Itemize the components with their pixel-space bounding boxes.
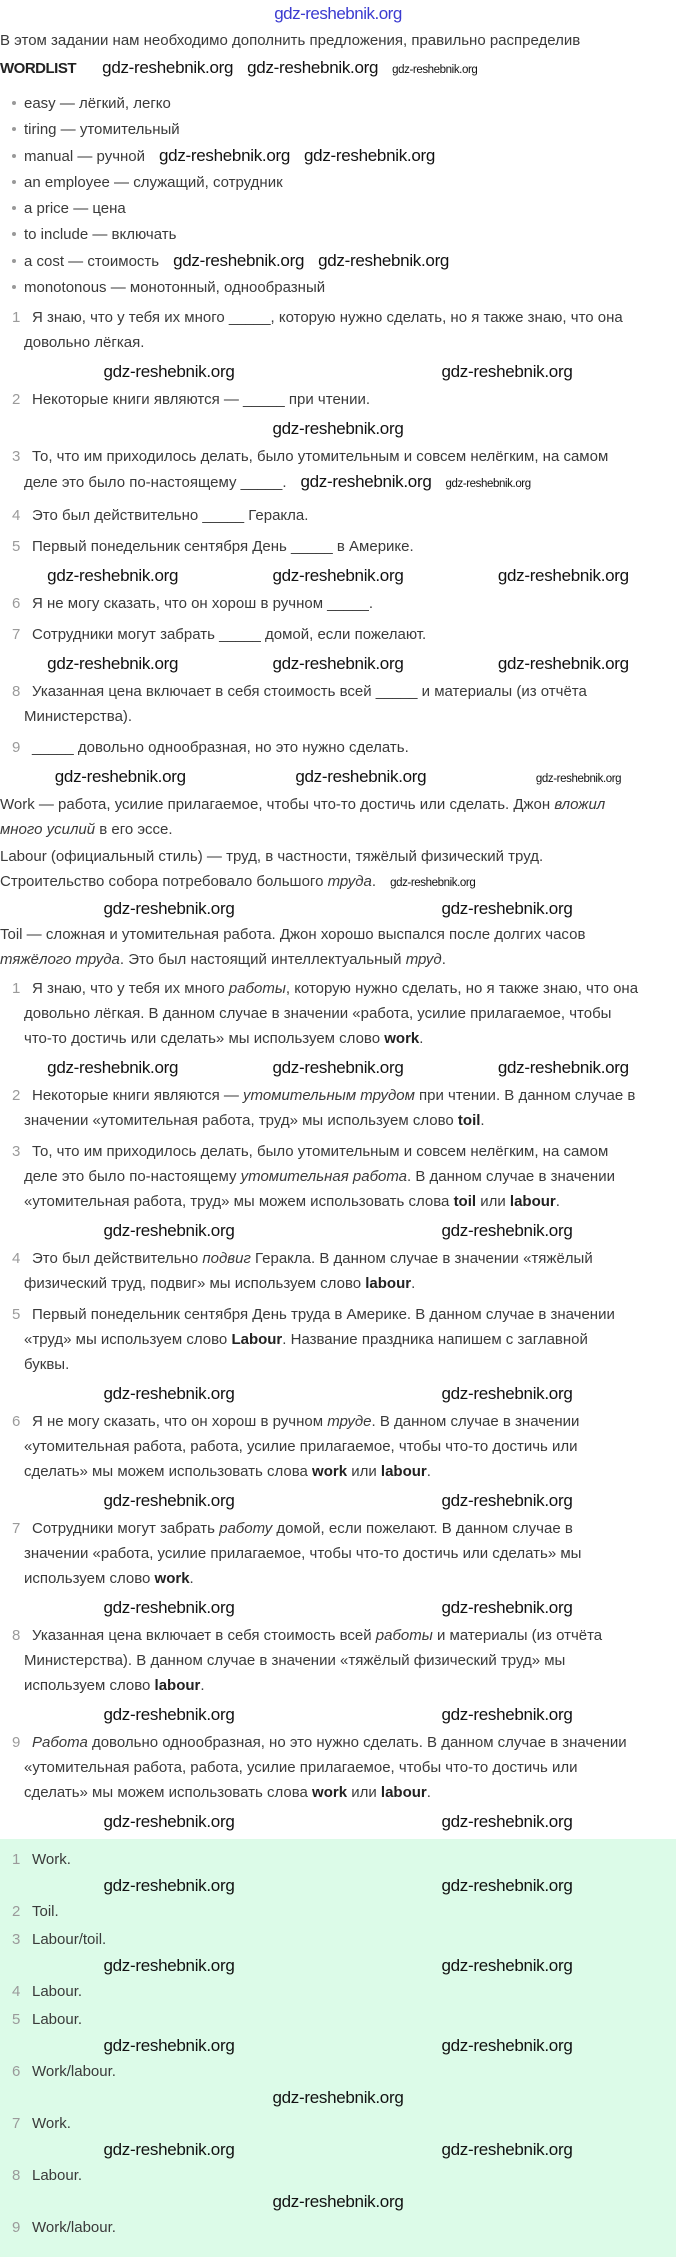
explanation-line: [12, 1541, 676, 1566]
watermark: gdz-reshebnik.org: [47, 654, 179, 673]
explanation-item: [0, 976, 676, 1051]
explanation-line: [12, 1327, 676, 1352]
explanation-line: [12, 1271, 676, 1296]
keyword: labour: [509, 1193, 556, 1210]
task-item: [0, 444, 676, 497]
bullet-icon: [12, 127, 16, 131]
wordlist-item: [10, 275, 676, 301]
text-segment: . В данном случае в значении: [407, 1168, 615, 1185]
explanation-line: [12, 1459, 676, 1484]
item-number: 1: [12, 309, 21, 326]
definition: [0, 922, 676, 972]
text-segment: или: [347, 1784, 381, 1801]
text-segment: «утомительная работа, работа, усилие прилагаемое, чтобы что-то достичь или: [24, 1438, 578, 1455]
watermark: gdz-reshebnik.org: [103, 899, 235, 918]
watermark: gdz-reshebnik.org: [441, 1876, 573, 1895]
wordlist-item: [10, 143, 676, 170]
task-line: Я знаю, что у тебя их много _____, которую нужно сделать, но я также знаю, что она: [32, 309, 623, 326]
item-number: 9: [12, 1734, 21, 1751]
watermark-row: [0, 1597, 676, 1619]
watermark: gdz-reshebnik.org: [272, 1058, 404, 1077]
bullet-icon: [12, 259, 16, 263]
text-segment: буквы.: [24, 1356, 70, 1373]
definition-line: [0, 796, 605, 813]
watermark-row: [0, 1490, 676, 1512]
watermark: gdz-reshebnik.org: [103, 1221, 235, 1240]
watermark-row: [0, 1955, 676, 1977]
explanation-line: [12, 1026, 676, 1051]
text-segment: утомительная работа: [240, 1168, 408, 1185]
task-line: Это был действительно _____ Геракла.: [32, 507, 309, 524]
text-segment: Работа: [32, 1734, 88, 1751]
watermark-row: [0, 361, 676, 383]
text-segment: довольно однообразная, но это нужно сделать. В данном случае в значении: [87, 1734, 627, 1751]
watermark: gdz-reshebnik.org: [272, 419, 404, 438]
text-segment: Я не могу сказать, что он хорош в ручном: [32, 1413, 328, 1430]
watermark: gdz-reshebnik.org: [272, 654, 404, 673]
answer-text: Labour/toil.: [32, 1931, 107, 1948]
wordlist-item-text: easy — лёгкий, легко: [24, 95, 171, 112]
watermark: gdz-reshebnik.org: [54, 767, 186, 786]
explanation-line: [12, 1352, 676, 1377]
watermark: gdz-reshebnik.org: [441, 362, 573, 381]
answer-text: Labour.: [32, 2167, 83, 2184]
keyword: labour: [365, 1275, 412, 1292]
bullet-icon: [12, 285, 16, 289]
watermark-row: [0, 1704, 676, 1726]
task-line: Я не могу сказать, что он хорош в ручном _____.: [32, 595, 374, 612]
text-segment: деле это было по-настоящему: [24, 1168, 241, 1185]
answer-text: Work.: [32, 2115, 71, 2132]
watermark-row: [0, 2035, 676, 2057]
wordlist-item: [10, 117, 676, 143]
text-segment: труде: [327, 1413, 372, 1430]
definition-line: [0, 869, 676, 896]
watermark: gdz-reshebnik.org: [103, 1876, 235, 1895]
item-number: 2: [12, 391, 21, 408]
watermark-row: [0, 418, 676, 440]
watermark-row: [0, 2139, 676, 2161]
text-segment: . Это был настоящий интеллектуальный: [119, 951, 406, 968]
text-segment: . В данном случае в значении: [371, 1413, 580, 1430]
text-segment: «утомительная работа, труд» мы можем использовать слова: [24, 1193, 454, 1210]
text-segment: вложил: [554, 796, 606, 813]
watermark: gdz-reshebnik.org: [392, 64, 478, 76]
item-number: 7: [12, 2115, 21, 2132]
keyword: labour: [154, 1677, 201, 1694]
item-number: 8: [12, 683, 21, 700]
item-number: 6: [12, 595, 21, 612]
answer-item: [0, 2111, 676, 2137]
watermark-row: [0, 898, 676, 920]
task-line: довольно лёгкая.: [24, 334, 145, 351]
item-number: 4: [12, 1983, 21, 2000]
answers-panel: [0, 1839, 676, 2257]
wordlist-heading: WORDLIST: [0, 60, 76, 77]
item-number: 7: [12, 1520, 21, 1537]
text-segment: значении «работа, усилие прилагаемое, чтобы что-то достичь или сделать» мы: [24, 1545, 582, 1562]
task-item: [0, 679, 676, 729]
wordlist-item-text: a cost — стоимость: [24, 253, 160, 270]
bullet-icon: [12, 101, 16, 105]
text-segment: Геракла. В данном случае в значении «тяжёлый: [250, 1250, 593, 1267]
wordlist-item: [10, 196, 676, 222]
text-segment: .: [441, 951, 446, 968]
text-segment: работу: [219, 1520, 273, 1537]
explanation-line: [32, 1143, 608, 1160]
task-line: Некоторые книги являются — _____ при чтении.: [32, 391, 370, 408]
answer-text: Toil.: [32, 1903, 59, 1920]
task-item: [0, 305, 676, 355]
watermark: gdz-reshebnik.org: [272, 2088, 404, 2107]
watermark: gdz-reshebnik.org: [535, 773, 622, 785]
item-number: 1: [12, 1851, 21, 1868]
watermark: gdz-reshebnik.org: [272, 2192, 404, 2211]
text-segment: Первый понедельник сентября День труда в Америке. В данном случае в значении: [32, 1306, 615, 1323]
text-segment: домой, если пожелают. В данном случае в: [272, 1520, 573, 1537]
watermark: gdz-reshebnik.org: [441, 1221, 573, 1240]
task-line: Министерства).: [24, 708, 133, 725]
text-segment: «утомительная работа, работа, усилие прилагаемое, чтобы что-то достичь или: [24, 1759, 578, 1776]
explanation-line: [32, 1734, 627, 1751]
text-segment: и материалы (из отчёта: [432, 1627, 603, 1644]
watermark-row: [0, 2087, 676, 2109]
text-segment: работы: [228, 980, 286, 997]
text-segment: работы: [375, 1627, 433, 1644]
explanation-line: [12, 1189, 676, 1214]
answer-item: [0, 2163, 676, 2189]
item-number: 5: [12, 2011, 21, 2028]
text-segment: .: [426, 1784, 431, 1801]
watermark: gdz-reshebnik.org: [441, 1812, 573, 1831]
text-segment: Министерства). В данном случае в значении «тяжёлый физический труд» мы: [24, 1652, 566, 1669]
watermark: gdz-reshebnik.org: [497, 654, 629, 673]
answer-item: [0, 1899, 676, 1925]
item-number: 7: [12, 626, 21, 643]
wordlist-item-text: tiring — утомительный: [24, 121, 180, 138]
answer-text: Work/labour.: [32, 2219, 116, 2236]
explanation-item: [0, 1083, 676, 1133]
watermark: gdz-reshebnik.org: [295, 767, 427, 786]
text-segment: труд: [405, 951, 442, 968]
watermark: gdz-reshebnik.org: [159, 146, 291, 165]
watermark: gdz-reshebnik.org: [47, 1058, 179, 1077]
wordlist-item-text: an employee — служащий, сотрудник: [24, 174, 283, 191]
item-number: 6: [12, 1413, 21, 1430]
answer-item: [0, 2007, 676, 2033]
definition-line: [0, 817, 676, 842]
watermark-row: [0, 1875, 676, 1897]
explanation-line: [32, 1306, 615, 1323]
watermark: gdz-reshebnik.org: [173, 251, 305, 270]
item-number: 2: [12, 1903, 21, 1920]
watermark: gdz-reshebnik.org: [103, 1384, 235, 1403]
wordlist-item-text: to include — включать: [24, 226, 177, 243]
task-item: [0, 503, 676, 528]
watermark-row: [0, 1057, 676, 1079]
watermark: gdz-reshebnik.org: [441, 1598, 573, 1617]
text-segment: .: [426, 1463, 431, 1480]
text-segment: или: [347, 1463, 381, 1480]
answer-item: [0, 2059, 676, 2085]
task-line: Сотрудники могут забрать _____ домой, если пожелают.: [32, 626, 427, 643]
wordlist-item: [10, 222, 676, 248]
item-number: 9: [12, 739, 21, 756]
explanation-line: [32, 1520, 573, 1537]
watermark: gdz-reshebnik.org: [441, 2140, 573, 2159]
watermark: gdz-reshebnik.org: [441, 899, 573, 918]
watermark: gdz-reshebnik.org: [441, 2036, 573, 2055]
wordlist-item-text: monotonous — монотонный, однообразный: [24, 279, 326, 296]
text-segment: Строительство собора потребовало большого: [0, 873, 328, 890]
text-segment: .: [411, 1275, 416, 1292]
task-item: [0, 387, 676, 412]
wordlist-item: [10, 91, 676, 117]
item-number: 8: [12, 2167, 21, 2184]
text-segment: Labour (официальный стиль) — труд, в частности, тяжёлый физический труд.: [0, 848, 544, 865]
text-segment: утомительным трудом: [243, 1087, 415, 1104]
explanation-item: [0, 1516, 676, 1591]
task-line: деле это было по-настоящему _____. gdz-reshebnik.org gdz-reshebnik.org: [12, 469, 676, 497]
explanation-item: [0, 1409, 676, 1484]
answer-text: Work.: [32, 1851, 71, 1868]
item-number: 8: [12, 1627, 21, 1644]
item-number: 5: [12, 1306, 21, 1323]
wordlist-item: [10, 170, 676, 196]
item-number: 3: [12, 1931, 21, 1948]
text-segment: подвиг: [202, 1250, 251, 1267]
watermark: gdz-reshebnik.org: [497, 1058, 629, 1077]
keyword: toil: [453, 1193, 477, 1210]
bullet-icon: [12, 232, 16, 236]
definition-line: [0, 848, 543, 865]
explanation-line: [12, 1755, 676, 1780]
task-item: [0, 591, 676, 616]
text-segment: Toil — сложная и утомительная работа. Джон хорошо выспался после долгих часов: [0, 926, 586, 943]
content: [0, 305, 676, 1833]
task-line: То, что им приходилось делать, было утомительным и совсем нелёгким, на самом: [32, 448, 609, 465]
task-line: Первый понедельник сентября День _____ в Америке.: [32, 538, 414, 555]
explanation-item: [0, 1139, 676, 1214]
item-number: 3: [12, 1143, 21, 1160]
explanation-line: [12, 1673, 676, 1698]
bullet-icon: [12, 154, 16, 158]
text-segment: труда: [327, 873, 372, 890]
item-number: 9: [12, 2219, 21, 2236]
text-segment: или: [476, 1193, 510, 1210]
watermark: gdz-reshebnik.org: [445, 478, 531, 490]
keyword: work: [312, 1784, 348, 1801]
text-segment: «труд» мы используем слово: [24, 1331, 232, 1348]
task-line: Указанная цена включает в себя стоимость всей _____ и материалы (из отчёта: [32, 683, 587, 700]
wordlist-item-text: manual — ручной: [24, 148, 146, 165]
keyword: labour: [380, 1784, 427, 1801]
explanation-line: [12, 1566, 676, 1591]
watermark: gdz-reshebnik.org: [304, 146, 435, 165]
watermark: gdz-reshebnik.org: [103, 1812, 235, 1831]
item-number: 4: [12, 1250, 21, 1267]
text-segment: сделать» мы можем использовать слова: [24, 1784, 313, 1801]
watermark: gdz-reshebnik.org: [103, 1491, 235, 1510]
item-number: 6: [12, 2063, 21, 2080]
definition: [0, 792, 676, 842]
keyword: work: [384, 1030, 420, 1047]
watermark: gdz-reshebnik.org: [497, 566, 629, 585]
wordlist-item: [10, 248, 676, 275]
text-segment: в его эссе.: [95, 821, 173, 838]
answer-text: Work/labour.: [32, 2063, 116, 2080]
explanation-line: [32, 1627, 602, 1644]
watermark-row: [0, 653, 676, 675]
text-segment: значении «утомительная работа, труд» мы используем слово: [24, 1112, 458, 1129]
text-segment: То, что им приходилось делать, было утомительным и совсем нелёгким, на самом: [32, 1143, 609, 1160]
wordlist: [0, 91, 676, 301]
watermark-row: [0, 1811, 676, 1833]
explanation-line: [12, 1108, 676, 1133]
definition-line: [0, 947, 676, 972]
text-segment: .: [555, 1193, 560, 1210]
explanation-item: [0, 1623, 676, 1698]
watermark: gdz-reshebnik.org: [300, 472, 432, 491]
keyword: work: [312, 1463, 348, 1480]
item-number: 3: [12, 448, 21, 465]
task-item: [0, 622, 676, 647]
watermark-row: [0, 1220, 676, 1242]
watermark: gdz-reshebnik.org: [103, 362, 235, 381]
text-segment: используем слово: [24, 1570, 155, 1587]
task-item: [0, 534, 676, 559]
watermark-row: [0, 1383, 676, 1405]
bullet-icon: [12, 206, 16, 210]
keyword: toil: [457, 1112, 481, 1129]
answer-item: [0, 1927, 676, 1953]
text-segment: .: [480, 1112, 485, 1129]
definition-line: [0, 926, 585, 943]
task-line: _____ довольно однообразная, но это нужно сделать.: [32, 739, 409, 756]
watermark: gdz-reshebnik.org: [103, 2140, 235, 2159]
text-segment: при чтении. В данном случае в: [414, 1087, 636, 1104]
explanation-line: [12, 1648, 676, 1673]
answer-text: Labour.: [32, 2011, 83, 2028]
explanation-item: [0, 1730, 676, 1805]
watermark: gdz-reshebnik.org: [247, 58, 379, 77]
watermark-row: [0, 766, 676, 790]
answer-item: [0, 2215, 676, 2241]
wordlist-row: [0, 55, 676, 83]
explanation-line: [12, 1434, 676, 1459]
definition: [0, 844, 676, 896]
text-segment: Сотрудники могут забрать: [32, 1520, 220, 1537]
item-number: 5: [12, 538, 21, 555]
task-item: [0, 735, 676, 760]
text-segment: Work — работа, усилие прилагаемое, чтобы что-то достичь или сделать. Джон: [0, 796, 555, 813]
text-segment: сделать» мы можем использовать слова: [24, 1463, 313, 1480]
explanation-item: [0, 1302, 676, 1377]
item-number: 2: [12, 1087, 21, 1104]
wordlist-item-text: a price — цена: [24, 200, 126, 217]
watermark: gdz-reshebnik.org: [441, 1384, 573, 1403]
keyword: Labour: [231, 1331, 283, 1348]
watermark: gdz-reshebnik.org: [103, 1705, 235, 1724]
text-segment: что-то достичь или сделать» мы используем слово: [24, 1030, 385, 1047]
text-segment: Некоторые книги являются —: [32, 1087, 244, 1104]
text-segment: , которую нужно сделать, но я также знаю, что она: [285, 980, 639, 997]
watermark: gdz-reshebnik.org: [102, 58, 234, 77]
item-number: 4: [12, 507, 21, 524]
watermark: gdz-reshebnik.org: [47, 566, 179, 585]
watermark: gdz-reshebnik.org: [103, 1598, 235, 1617]
keyword: work: [154, 1570, 190, 1587]
text-segment: физический труд, подвиг» мы используем слово: [24, 1275, 366, 1292]
answer-item: [0, 1847, 676, 1873]
text-segment: .: [200, 1677, 205, 1694]
explanation-item: [0, 1246, 676, 1296]
explanation-line: [32, 1087, 635, 1104]
text-segment: .: [371, 873, 377, 890]
text-segment: . Название праздника напишем с заглавной: [282, 1331, 588, 1348]
explanation-line: [12, 1164, 676, 1189]
answer-text: Labour.: [32, 1983, 83, 2000]
watermark: gdz-reshebnik.org: [441, 1705, 573, 1724]
text-segment: тяжёлого труда: [0, 951, 120, 968]
explanation-line: [32, 1250, 593, 1267]
text-segment: довольно лёгкая. В данном случае в значении «работа, усилие прилагаемое, чтобы: [24, 1005, 612, 1022]
explanation-line: [12, 1780, 676, 1805]
watermark: gdz-reshebnik.org: [390, 877, 476, 889]
text-segment: много усилий: [0, 821, 96, 838]
watermark: gdz-reshebnik.org: [103, 1956, 235, 1975]
keyword: labour: [380, 1463, 427, 1480]
explanation-line: [32, 980, 638, 997]
intro-text: В этом задании нам необходимо дополнить предложения, правильно распределив: [0, 32, 581, 49]
watermark: gdz-reshebnik.org: [272, 566, 404, 585]
explanation-line: [32, 1413, 579, 1430]
text-segment: .: [419, 1030, 424, 1047]
text-segment: Указанная цена включает в себя стоимость всей: [32, 1627, 376, 1644]
text-segment: .: [189, 1570, 194, 1587]
watermark-row: [0, 565, 676, 587]
text-segment: Это был действительно: [32, 1250, 203, 1267]
watermark: gdz-reshebnik.org: [103, 2036, 235, 2055]
watermark: gdz-reshebnik.org: [318, 251, 450, 270]
text-segment: Я знаю, что у тебя их много: [32, 980, 229, 997]
watermark: gdz-reshebnik.org: [441, 1491, 573, 1510]
item-number: 1: [12, 980, 21, 997]
explanation-line: [12, 1001, 676, 1026]
watermark-row: [0, 2191, 676, 2213]
text-segment: используем слово: [24, 1677, 155, 1694]
watermark: gdz-reshebnik.org: [441, 1956, 573, 1975]
site-watermark-header: gdz-reshebnik.org: [274, 4, 402, 23]
bullet-icon: [12, 180, 16, 184]
